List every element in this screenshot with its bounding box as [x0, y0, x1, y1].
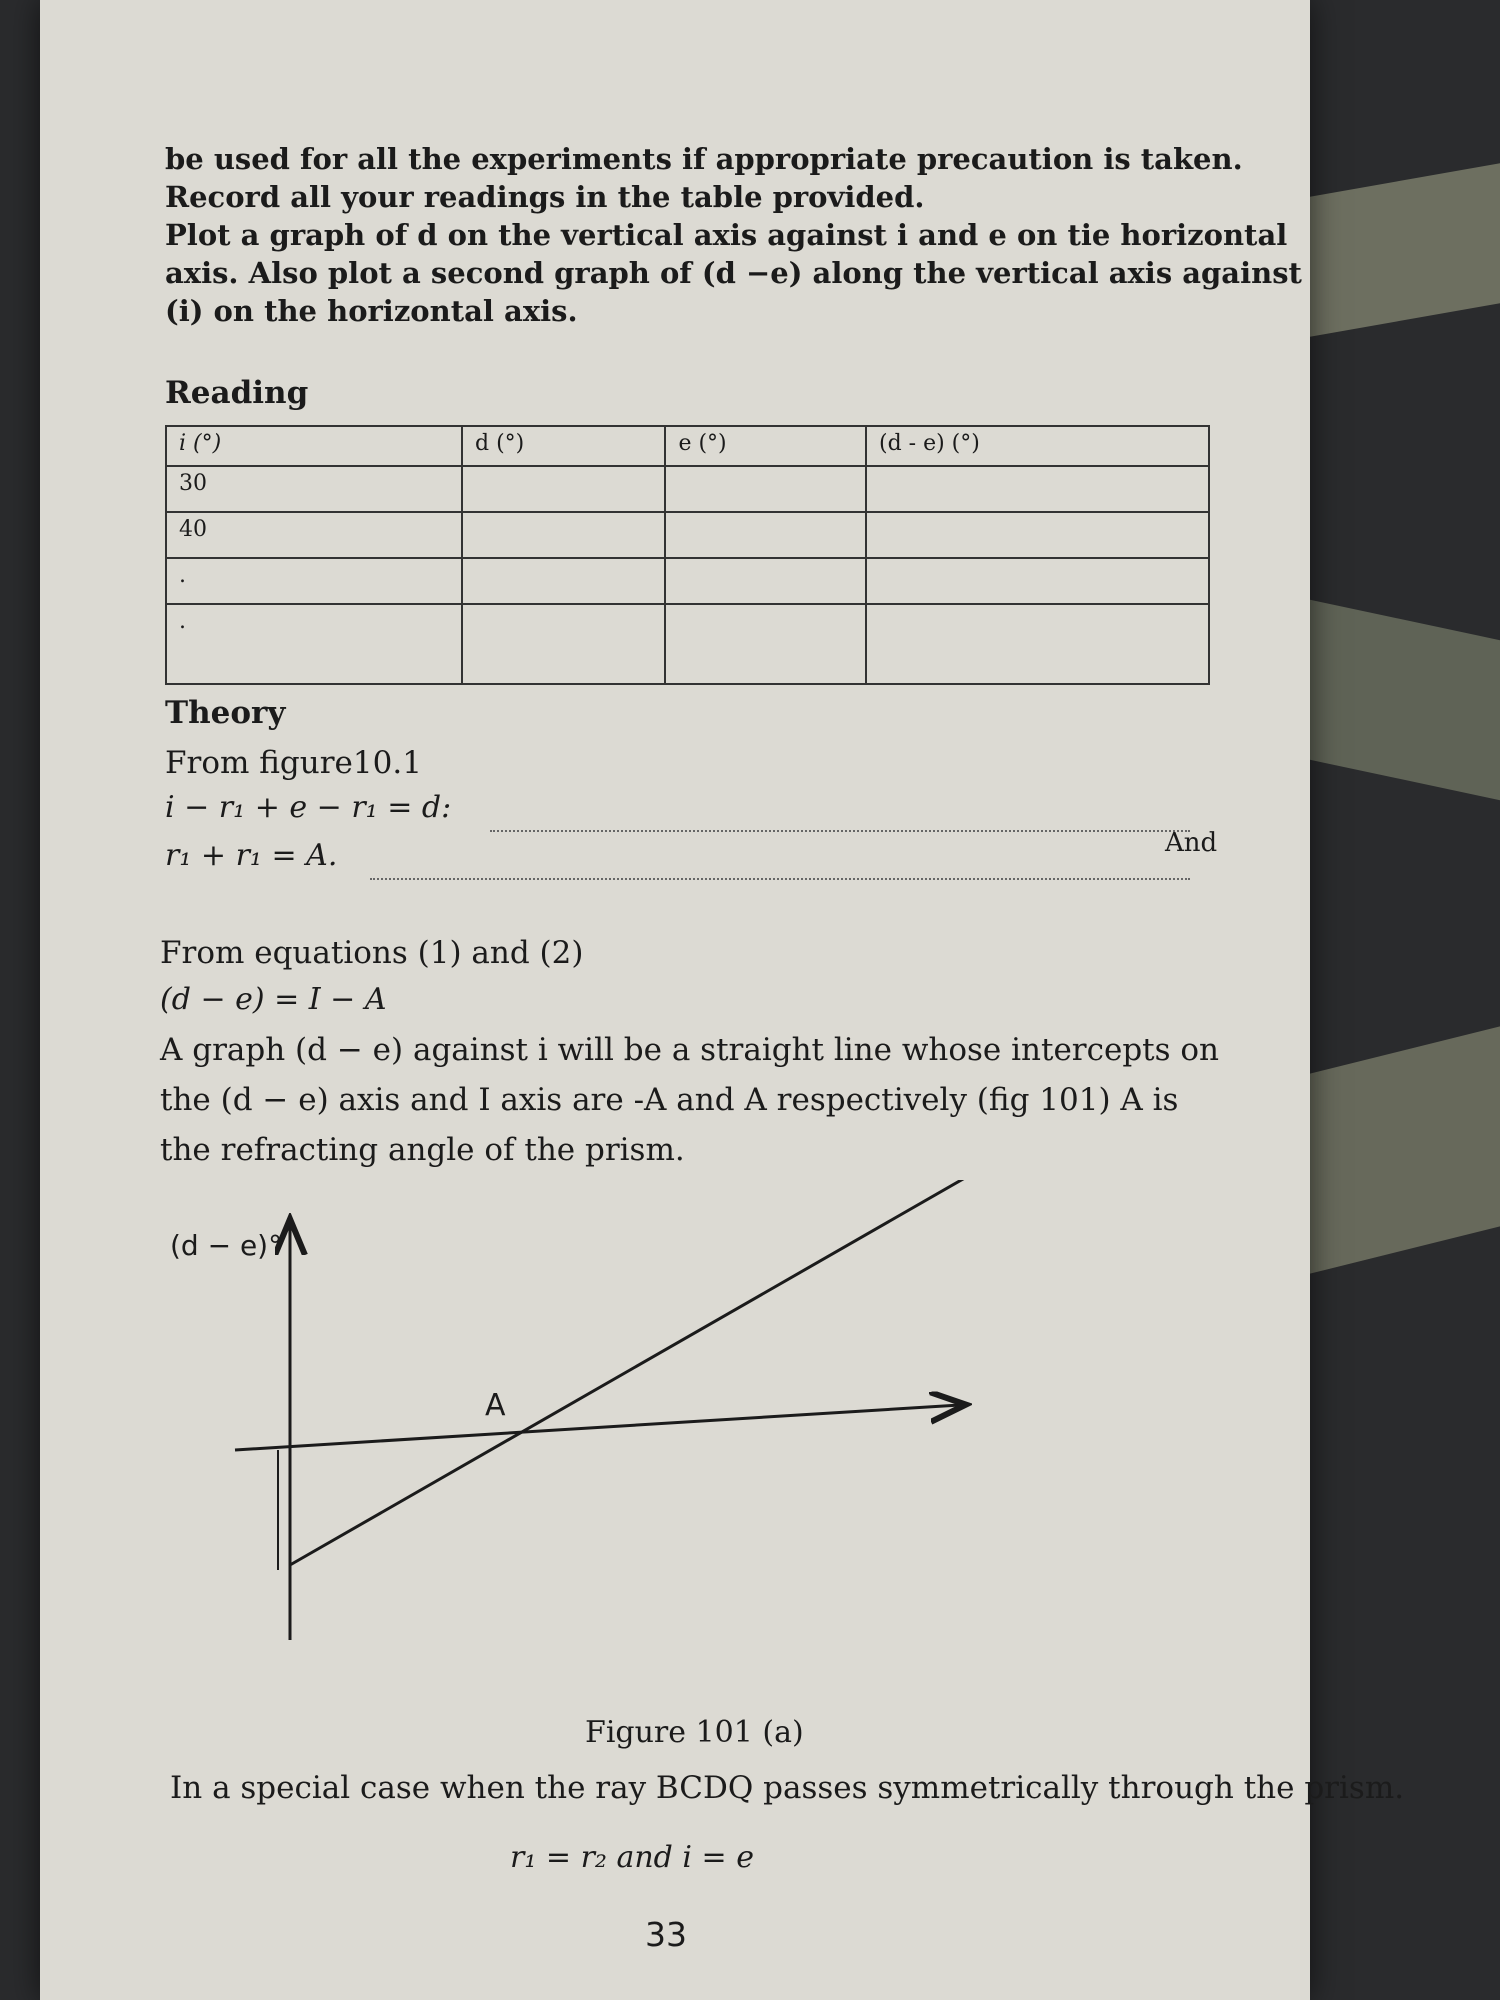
explanation-line: the refracting angle of the prism.	[160, 1132, 685, 1168]
table-row	[166, 604, 1209, 684]
x-axis	[235, 1405, 960, 1450]
book-page	[40, 0, 1405, 2000]
table-cell	[462, 604, 665, 684]
background-stripe	[1310, 600, 1500, 800]
table-cell	[462, 558, 665, 604]
equation-2: r₁ + r₁ = A.	[165, 838, 338, 873]
table-cell: .	[166, 604, 462, 684]
table-header: e (°)	[665, 426, 866, 466]
table-cell: 30	[166, 466, 462, 512]
table-header: d (°)	[462, 426, 665, 466]
table-header: (d - e) (°)	[866, 426, 1209, 466]
table-cell	[866, 466, 1209, 512]
paragraph-line: axis. Also plot a second graph of (d −e) along the vertical axis against	[165, 256, 1302, 290]
paragraph-line: Record all your readings in the table provided.	[165, 180, 925, 214]
table-row	[166, 466, 1209, 512]
intercept-label: A	[485, 1388, 506, 1423]
paragraph-line: (i) on the horizontal axis.	[165, 294, 578, 328]
table-row	[166, 512, 1209, 558]
table-cell: .	[166, 558, 462, 604]
theory-heading: Theory	[165, 695, 286, 731]
d-minus-e-graph	[140, 1180, 1120, 1680]
table-cell	[665, 604, 866, 684]
table-header-row	[166, 426, 1209, 466]
table-cell: 40	[166, 512, 462, 558]
paragraph-line: Plot a graph of d on the vertical axis against i and e on tie horizontal	[165, 218, 1288, 252]
from-figure-text: From figure10.1	[165, 745, 422, 781]
dotted-line	[370, 878, 1190, 880]
reading-heading: Reading	[165, 375, 309, 411]
equation-1: i − r₁ + e − r₁ = d:	[165, 790, 452, 825]
page-number: 33	[645, 1915, 687, 1954]
table-cell	[462, 466, 665, 512]
explanation-line: A graph (d − e) against i will be a straight line whose intercepts on	[160, 1032, 1220, 1068]
paragraph-line: be used for all the experiments if appropriate precaution is taken.	[165, 142, 1243, 176]
table-cell	[866, 512, 1209, 558]
table-cell	[665, 512, 866, 558]
figure-caption: Figure 101 (a)	[585, 1715, 804, 1750]
dotted-line	[490, 830, 1190, 832]
table-cell	[665, 466, 866, 512]
table-cell	[665, 558, 866, 604]
table-cell	[866, 558, 1209, 604]
graph-line	[290, 1180, 970, 1565]
y-axis-label: (d − e)°	[170, 1229, 283, 1262]
and-label: And	[1165, 828, 1218, 858]
relation-text: r₁ = r₂ and i = e	[510, 1840, 754, 1875]
equation-3: (d − e) = I − A	[160, 982, 387, 1017]
explanation-line: the (d − e) axis and I axis are -A and A respectively (fig 101) A is	[160, 1082, 1179, 1118]
table-row	[166, 558, 1209, 604]
table-cell	[462, 512, 665, 558]
background-stripe	[1310, 1026, 1500, 1273]
readings-table	[165, 425, 1210, 685]
table-header: i (°)	[166, 426, 462, 466]
table-cell	[866, 604, 1209, 684]
background-stripe	[1310, 163, 1500, 337]
special-case-text: In a special case when the ray BCDQ passes symmetrically through the prism.	[170, 1770, 1405, 1806]
from-equations-text: From equations (1) and (2)	[160, 935, 584, 971]
instructions-paragraph	[165, 140, 1302, 330]
